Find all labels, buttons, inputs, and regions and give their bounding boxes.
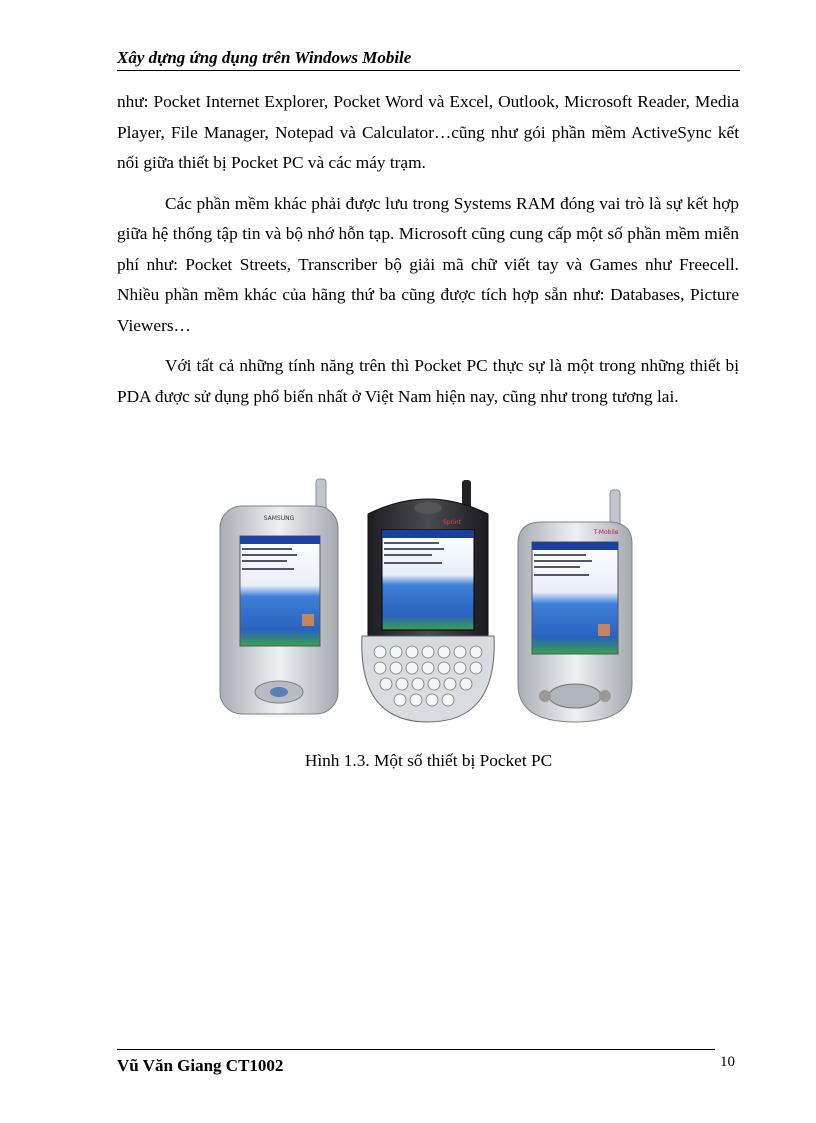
footer-divider — [117, 1049, 715, 1050]
paragraph-1: như: Pocket Internet Explorer, Pocket Word và Excel, Outlook, Microsoft Reader, Media Player, File Manager, Notepad và Calculator…cũng như gói phần mềm ActiveSync kết nối giữa thiết bị Pocket PC và các máy trạm. — [117, 92, 739, 172]
device-label-tmobile: T-Mobile — [593, 529, 619, 536]
footer-author: Vũ Văn Giang CT1002 — [117, 1056, 284, 1075]
device-tmobile — [518, 490, 632, 722]
page-number: 10 — [720, 1054, 735, 1070]
paragraph-3: Với tất cả những tính năng trên thì Pocket PC thực sự là một trong những thiết bị PDA được sử dụng phổ biến nhất ở Việt Nam hiện nay, cũng như trong tương lai. — [117, 356, 739, 406]
paragraph-2: Các phần mềm khác phải được lưu trong Systems RAM đóng vai trò là sự kết hợp giữa hệ thống tập tin và bộ nhớ hỗn tạp. Microsoft cũng cung cấp một số phần mềm miễn phí như: Pocket Streets, Transcriber bộ giải mã chữ viết tay và Games như Freecell. Nhiều phần mềm khác của hãng thứ ba cũng được tích hợp sẵn như: Databases, Picture Viewers… — [117, 193, 739, 335]
device-sprint — [362, 480, 494, 722]
figure-pocket-pc-devices — [212, 474, 642, 726]
figure-caption: Hình 1.3. Một số thiết bị Pocket PC — [304, 751, 553, 770]
device-label-sprint: Sprint — [443, 519, 461, 526]
device-label-samsung: SAMSUNG — [263, 515, 295, 522]
pocket-pc-illustration — [212, 474, 642, 726]
header-divider — [117, 70, 740, 71]
device-samsung — [220, 479, 338, 714]
body-text — [117, 87, 739, 422]
page-header-title: Xây dựng ứng dụng trên Windows Mobile — [117, 48, 412, 67]
